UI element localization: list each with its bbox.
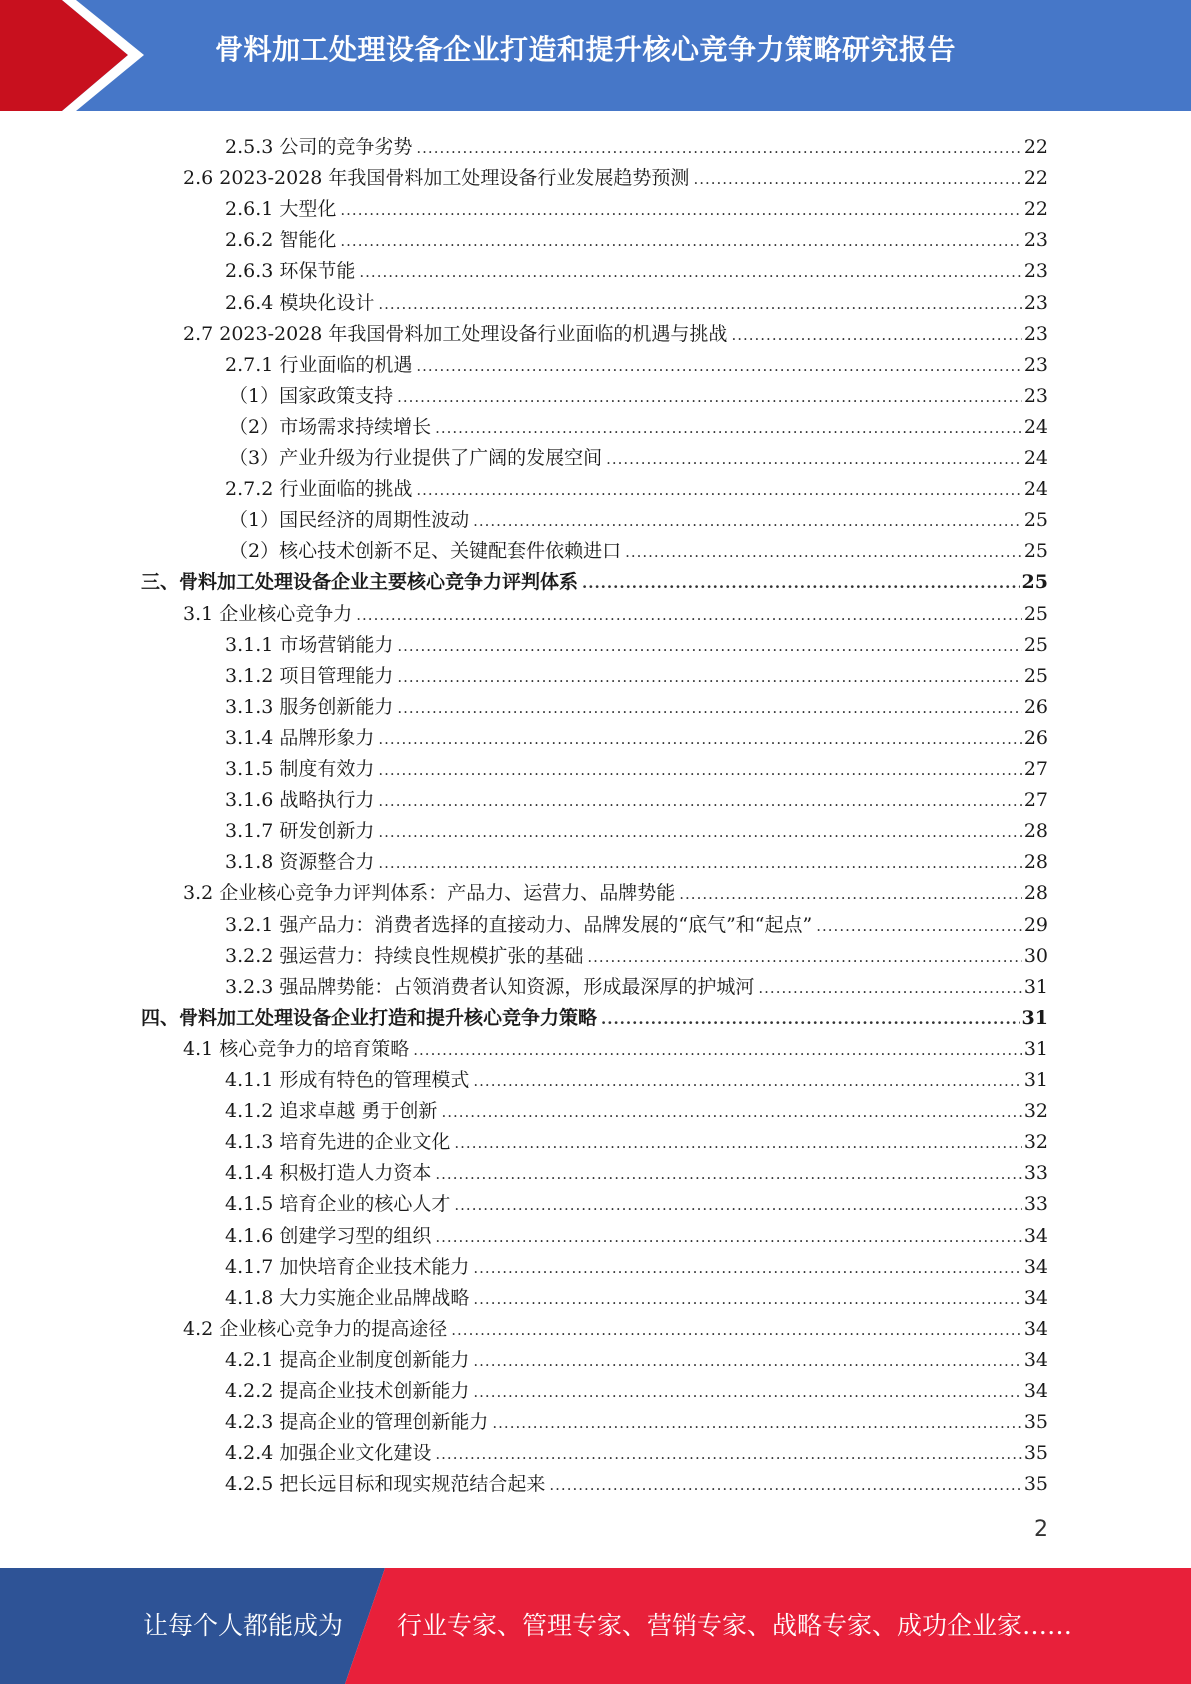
toc-entry-title: （3）产业升级为行业提供了广阔的发展空间 bbox=[229, 447, 603, 469]
toc-entry-title: 3.1.4 品牌形象力 bbox=[225, 726, 375, 749]
toc-leader-dots bbox=[587, 944, 1021, 968]
toc-entry[interactable] bbox=[225, 937, 1048, 968]
toc-entry-page: 31 bbox=[1023, 975, 1048, 998]
toc-leader-dots bbox=[397, 384, 1022, 408]
toc-leader-dots bbox=[816, 913, 1022, 937]
toc-entry-title: 3.1.2 项目管理能力 bbox=[225, 664, 394, 687]
toc-entry[interactable] bbox=[225, 1341, 1048, 1372]
toc-entry-page: 22 bbox=[1023, 167, 1048, 190]
toc-entry[interactable] bbox=[225, 1185, 1048, 1216]
toc-leader-dots bbox=[441, 1099, 1021, 1123]
toc-entry-title: （1）国家政策支持 bbox=[229, 384, 394, 407]
toc-entry-page: 28 bbox=[1023, 882, 1048, 905]
header-arrow-icon bbox=[0, 0, 160, 111]
toc-entry-page: 27 bbox=[1023, 789, 1048, 812]
toc-entry[interactable] bbox=[225, 1434, 1048, 1465]
toc-leader-dots bbox=[473, 1348, 1021, 1372]
footer-slogan-right: 行业专家、管理专家、营销专家、战略专家、成功企业家…… bbox=[397, 1611, 1073, 1640]
toc-leader-dots bbox=[435, 1161, 1021, 1185]
toc-entry-page: 23 bbox=[1023, 260, 1048, 283]
toc-entry[interactable] bbox=[183, 1030, 1048, 1061]
toc-entry-title: 3.2.1 强产品力：消费者选择的直接动力、品牌发展的“底气”和“起点” bbox=[225, 913, 813, 936]
toc-entry[interactable] bbox=[225, 1372, 1048, 1403]
toc-entry-title: 4.1.7 加快培育企业技术能力 bbox=[225, 1255, 470, 1278]
toc-entry[interactable] bbox=[225, 221, 1048, 252]
toc-leader-dots bbox=[397, 633, 1021, 657]
toc-entry-page: 26 bbox=[1023, 726, 1048, 749]
toc-leader-dots bbox=[473, 508, 1022, 532]
toc-entry[interactable] bbox=[225, 657, 1048, 688]
toc-leader-dots bbox=[451, 1317, 1022, 1341]
toc-leader-dots bbox=[582, 570, 1020, 594]
toc-entry[interactable] bbox=[229, 532, 1048, 563]
toc-leader-dots bbox=[397, 695, 1021, 719]
toc-entry-page: 26 bbox=[1023, 695, 1048, 718]
toc-entry-page: 23 bbox=[1023, 229, 1048, 252]
toc-entry-title: 2.6 2023-2028 年我国骨料加工处理设备行业发展趋势预测 bbox=[183, 167, 690, 190]
toc-entry-page: 25 bbox=[1023, 509, 1048, 532]
toc-entry-page: 35 bbox=[1023, 1473, 1048, 1496]
toc-entry-page: 32 bbox=[1023, 1131, 1048, 1154]
toc-leader-dots bbox=[378, 291, 1021, 315]
toc-entry-title: 2.6.4 模块化设计 bbox=[225, 291, 375, 314]
toc-entry-page: 34 bbox=[1023, 1255, 1048, 1278]
toc-entry[interactable] bbox=[225, 1092, 1048, 1123]
toc-entry[interactable] bbox=[225, 284, 1048, 315]
toc-entry-title: 2.7.2 行业面临的挑战 bbox=[225, 478, 413, 501]
toc-leader-dots bbox=[416, 353, 1021, 377]
toc-entry[interactable] bbox=[225, 688, 1048, 719]
toc-entry[interactable] bbox=[229, 408, 1048, 439]
toc-entry-page: 25 bbox=[1023, 602, 1048, 625]
toc-entry-page: 22 bbox=[1023, 198, 1048, 221]
page-footer bbox=[0, 1568, 1191, 1684]
toc-entry-page: 24 bbox=[1023, 447, 1048, 469]
toc-entry-page: 32 bbox=[1023, 1100, 1048, 1123]
toc-leader-dots bbox=[473, 1255, 1021, 1279]
toc-leader-dots bbox=[378, 788, 1021, 812]
toc-leader-dots bbox=[378, 726, 1021, 750]
toc-entry-title: 2.7.1 行业面临的机遇 bbox=[225, 353, 413, 376]
toc-entry-title: 3.1.3 服务创新能力 bbox=[225, 695, 394, 718]
toc-entry[interactable] bbox=[225, 906, 1048, 937]
toc-entry-page: 22 bbox=[1023, 136, 1048, 158]
toc-entry-page: 35 bbox=[1023, 1411, 1048, 1434]
toc-entry-page: 30 bbox=[1023, 944, 1048, 967]
toc-entry-page: 31 bbox=[1021, 1006, 1048, 1029]
toc-entry-page: 34 bbox=[1023, 1380, 1048, 1402]
toc-leader-dots bbox=[356, 602, 1022, 626]
toc-leader-dots bbox=[340, 228, 1021, 252]
toc-entry[interactable] bbox=[225, 719, 1048, 750]
toc-entry-page: 23 bbox=[1023, 353, 1048, 376]
toc-entry-title: 2.6.3 环保节能 bbox=[225, 260, 356, 283]
toc-leader-dots bbox=[758, 975, 1021, 999]
toc-leader-dots bbox=[378, 850, 1021, 874]
toc-entry[interactable] bbox=[183, 595, 1048, 626]
toc-leader-dots bbox=[397, 664, 1021, 688]
toc-entry-title: （2）市场需求持续增长 bbox=[229, 415, 432, 438]
toc-entry-page: 34 bbox=[1023, 1348, 1048, 1371]
toc-entry-title: 4.2 企业核心竞争力的提高途径 bbox=[183, 1317, 448, 1340]
toc-entry[interactable] bbox=[225, 1248, 1048, 1279]
toc-entry-title: 4.1.6 创建学习型的组织 bbox=[225, 1224, 432, 1247]
toc-entry-page: 28 bbox=[1023, 820, 1048, 843]
toc-entry[interactable] bbox=[141, 999, 1048, 1030]
toc-entry-title: 2.5.3 公司的竞争劣势 bbox=[225, 136, 413, 158]
toc-entry-title: 3.2.2 强运营力：持续良性规模扩张的基础 bbox=[225, 944, 584, 967]
toc-entry[interactable] bbox=[225, 1403, 1048, 1434]
toc-entry-title: 3.1.8 资源整合力 bbox=[225, 851, 375, 874]
toc-leader-dots bbox=[679, 881, 1022, 905]
toc-entry-title: 4.1.8 大力实施企业品牌战略 bbox=[225, 1286, 470, 1309]
toc-leader-dots bbox=[606, 446, 1022, 470]
toc-leader-dots bbox=[492, 1410, 1021, 1434]
toc-entry[interactable] bbox=[183, 1310, 1048, 1341]
toc-entry[interactable] bbox=[225, 1061, 1048, 1092]
toc-leader-dots bbox=[435, 1441, 1021, 1465]
toc-entry-page: 25 bbox=[1023, 540, 1048, 563]
toc-entry-page: 25 bbox=[1023, 633, 1048, 656]
toc-entry[interactable] bbox=[225, 346, 1048, 377]
toc-leader-dots bbox=[416, 477, 1021, 501]
toc-entry[interactable] bbox=[183, 315, 1048, 346]
toc-entry[interactable] bbox=[229, 439, 1048, 470]
toc-entry[interactable] bbox=[225, 190, 1048, 221]
toc-entry-title: 三、骨料加工处理设备企业主要核心竞争力评判体系 bbox=[141, 571, 579, 594]
toc-entry[interactable] bbox=[225, 843, 1048, 874]
toc-entry-title: 4.1.4 积极打造人力资本 bbox=[225, 1162, 432, 1185]
toc-entry-page: 24 bbox=[1023, 478, 1048, 501]
toc-leader-dots bbox=[473, 1379, 1021, 1403]
toc-entry-page: 33 bbox=[1023, 1162, 1048, 1185]
toc-entry-page: 34 bbox=[1023, 1317, 1048, 1340]
toc-entry-page: 31 bbox=[1023, 1037, 1048, 1060]
toc-entry-title: 3.1.6 战略执行力 bbox=[225, 789, 375, 812]
toc-leader-dots bbox=[454, 1130, 1021, 1154]
toc-entry-title: 2.6.1 大型化 bbox=[225, 198, 337, 221]
toc-entry-title: 3.1.5 制度有效力 bbox=[225, 758, 375, 780]
toc-entry-title: 4.1 核心竞争力的培育策略 bbox=[183, 1037, 410, 1060]
toc-entry-page: 28 bbox=[1023, 851, 1048, 874]
toc-entry[interactable] bbox=[183, 159, 1048, 190]
toc-entry-title: 4.2.1 提高企业制度创新能力 bbox=[225, 1348, 470, 1371]
toc-entry[interactable] bbox=[225, 252, 1048, 283]
toc-leader-dots bbox=[435, 1224, 1021, 1248]
toc-entry[interactable] bbox=[225, 1217, 1048, 1248]
toc-entry-page: 33 bbox=[1023, 1193, 1048, 1216]
toc-entry-title: 2.6.2 智能化 bbox=[225, 229, 337, 252]
toc-entry-page: 35 bbox=[1023, 1442, 1048, 1465]
toc-entry-page: 27 bbox=[1023, 758, 1048, 780]
toc-entry[interactable] bbox=[225, 1465, 1048, 1496]
toc-entry-page: 29 bbox=[1023, 913, 1048, 936]
toc-leader-dots bbox=[378, 819, 1021, 843]
toc-entry-title: 2.7 2023-2028 年我国骨料加工处理设备行业面临的机遇与挑战 bbox=[183, 322, 728, 345]
toc-leader-dots bbox=[454, 1192, 1021, 1216]
toc-entry-page: 23 bbox=[1023, 322, 1048, 345]
toc-leader-dots bbox=[549, 1472, 1021, 1496]
toc-entry-title: 4.2.5 把长远目标和现实规范结合起来 bbox=[225, 1473, 546, 1496]
toc-entry-page: 34 bbox=[1023, 1224, 1048, 1247]
toc-leader-dots bbox=[359, 259, 1021, 283]
toc-entry-title: 4.2.2 提高企业技术创新能力 bbox=[225, 1380, 470, 1402]
toc-entry[interactable] bbox=[225, 812, 1048, 843]
toc-entry-title: 4.1.5 培育企业的核心人才 bbox=[225, 1193, 451, 1216]
toc-entry-title: 4.1.2 追求卓越 勇于创新 bbox=[225, 1100, 438, 1123]
toc-entry[interactable] bbox=[141, 563, 1048, 594]
toc-entry-title: 4.2.3 提高企业的管理创新能力 bbox=[225, 1411, 489, 1434]
toc-entry-title: 4.1.1 形成有特色的管理模式 bbox=[225, 1069, 470, 1091]
toc-leader-dots bbox=[473, 1286, 1021, 1310]
toc-entry-page: 25 bbox=[1023, 664, 1048, 687]
toc-leader-dots bbox=[378, 757, 1021, 781]
toc-leader-dots bbox=[340, 197, 1021, 221]
document-title: 骨料加工处理设备企业打造和提升核心竞争力策略研究报告 bbox=[215, 33, 957, 66]
toc-entry-title: （1）国民经济的周期性波动 bbox=[229, 509, 470, 532]
toc-entry-title: 3.1 企业核心竞争力 bbox=[183, 602, 353, 625]
toc-leader-dots bbox=[416, 135, 1021, 159]
toc-entry[interactable] bbox=[225, 1123, 1048, 1154]
toc-entry-page: 23 bbox=[1023, 384, 1048, 407]
page-number: 2 bbox=[1034, 1517, 1048, 1542]
toc-entry-title: 四、骨料加工处理设备企业打造和提升核心竞争力策略 bbox=[141, 1006, 598, 1029]
toc-entry[interactable] bbox=[225, 1154, 1048, 1185]
toc-entry[interactable] bbox=[225, 968, 1048, 999]
toc-entry-page: 23 bbox=[1023, 291, 1048, 314]
toc-entry-title: 4.1.3 培育先进的企业文化 bbox=[225, 1131, 451, 1154]
toc-entry-page: 31 bbox=[1023, 1069, 1048, 1091]
toc-entry-page: 25 bbox=[1021, 571, 1048, 594]
toc-entry[interactable] bbox=[225, 1279, 1048, 1310]
toc-entry-title: 3.1.1 市场营销能力 bbox=[225, 633, 394, 656]
page-header bbox=[0, 0, 1191, 111]
toc-entry[interactable] bbox=[225, 626, 1048, 657]
toc-leader-dots bbox=[601, 1006, 1020, 1030]
toc-entry[interactable] bbox=[225, 781, 1048, 812]
toc-leader-dots bbox=[625, 539, 1022, 563]
toc-entry[interactable] bbox=[229, 377, 1048, 408]
toc-entry-title: 3.1.7 研发创新力 bbox=[225, 820, 375, 843]
toc-entry[interactable] bbox=[225, 470, 1048, 501]
toc-leader-dots bbox=[413, 1037, 1022, 1061]
toc-entry[interactable] bbox=[229, 501, 1048, 532]
toc-entry[interactable] bbox=[183, 874, 1048, 905]
toc-leader-dots bbox=[473, 1068, 1021, 1092]
toc-leader-dots bbox=[693, 166, 1021, 190]
footer-slogan-left: 让每个人都能成为 bbox=[143, 1611, 344, 1640]
toc-entry-title: （2）核心技术创新不足、关键配套件依赖进口 bbox=[229, 540, 622, 563]
toc-entry-page: 34 bbox=[1023, 1286, 1048, 1309]
toc-entry-page: 24 bbox=[1023, 415, 1048, 438]
toc-leader-dots bbox=[435, 415, 1022, 439]
toc-entry-title: 4.2.4 加强企业文化建设 bbox=[225, 1442, 432, 1465]
toc-entry[interactable] bbox=[225, 128, 1048, 159]
toc-leader-dots bbox=[731, 322, 1021, 346]
toc-entry-title: 3.2 企业核心竞争力评判体系：产品力、运营力、品牌势能 bbox=[183, 882, 676, 905]
toc-entry-title: 3.2.3 强品牌势能：占领消费者认知资源，形成最深厚的护城河 bbox=[225, 975, 755, 998]
toc-entry[interactable] bbox=[225, 750, 1048, 781]
